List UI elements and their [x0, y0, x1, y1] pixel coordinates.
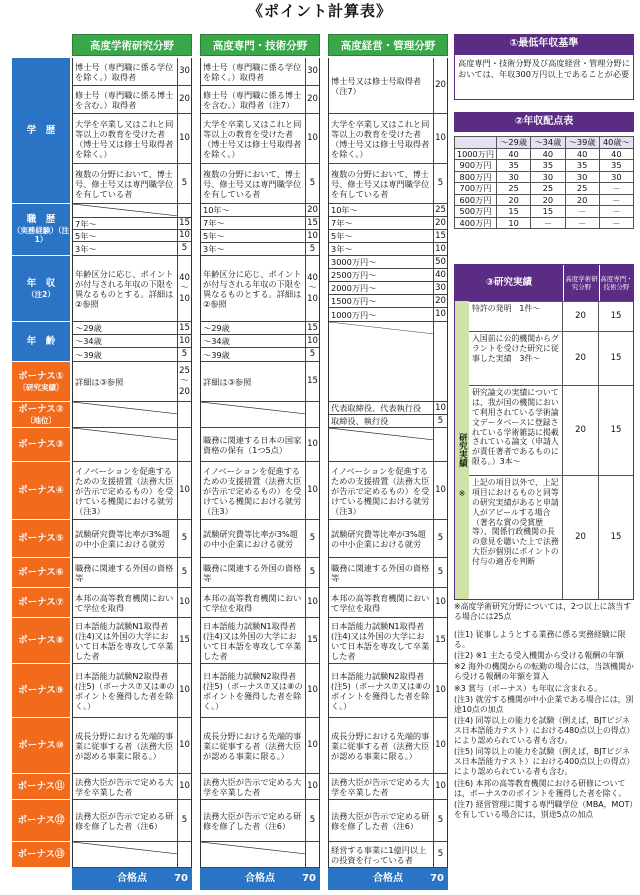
column-header-management: 高度経営・管理分野: [328, 34, 448, 56]
research-row-text: 研究論文の実績については、我が国の機関において利用されている学術論文データベースに登録されている学術雑誌に掲載されている論文（申請人が責任著者であるものに限る。）3本～: [469, 386, 563, 475]
income-table-cell: 30: [565, 171, 599, 183]
income-table-cell: 10: [497, 217, 531, 229]
income-table-row-label: 500万円: [455, 206, 497, 218]
column-academic: 博士号（専門職に係る学位を除く。）取得者 30 修士号（専門職に係る博士を含む。）取得者 20 大学を卒業し又はこれと同等以上の教育を受けた者（博士号又は修士号取得者を除く。） 10 複数の分野において、博士号、修士号又は専門職学位を有している者 5 7年～ 15 5年～ 10 3年～ 5 年齢区分に応じ、ポイントが付与される年収の下限を異なるものとする。詳細は②参照 40 ～ 10 ～29歳 15 ～34歳 10 ～39歳 5 詳細は③参照 25 ～ 20 イノベーションを促進するための支援措置（法務大臣が告示で定めるもの）を受けている機関における就労（注3） 10 試験研究費等比率が3%超の中小企業における就労 5 職務に関連する外国の資格等 5 本邦の高等教育機関において学位を取得 10 日本語能力試験N1取得者(注4)又は外国の大学において日本語を専攻して卒業した者 15 日本語能力試験N2取得者(注5)（ボーナス⑦又は⑧のポイントを獲得した者を除く。） 10 成長分野における先端的事業に従事する者（法務大臣が認める事業に限る。） 10 法務大臣が告示で定める大学を卒業した者 10 法務大臣が告示で定める研修を修了した者（注6） 5: [72, 58, 192, 868]
income-table-header: 40歳～: [599, 137, 633, 149]
panel-min-income-title: ①最低年収基準: [454, 34, 634, 54]
column-header-academic: 高度学術研究分野: [72, 34, 192, 56]
income-table-header: ～39歳: [565, 137, 599, 149]
pass-score-col2: 合格点 70: [200, 868, 320, 890]
income-table-cell: 40: [497, 148, 531, 160]
label-age: 年 齢: [12, 322, 70, 362]
label-bonus-10: ボーナス⑩: [12, 718, 70, 774]
note-item: (注5) 同等以上の能力を試験（例えば，BJTビジネス日本語能力テスト）における400点以上の得点）により認められている者も含む。: [454, 747, 635, 777]
label-income: 年 収 （注2）: [12, 256, 70, 322]
income-table-row-label: 400万円: [455, 217, 497, 229]
note-item: (注2) ※1 主たる受入機関から受ける報酬の年額: [454, 651, 624, 661]
income-table-cell: －: [599, 217, 633, 229]
label-career: 職 歴 （実務経験）（注1）: [12, 204, 70, 256]
panel-income-table-title: ②年収配点表: [454, 112, 634, 132]
income-table-cell: 20: [531, 194, 565, 206]
label-bonus-6: ボーナス⑥: [12, 558, 70, 588]
research-header-professional: 高度専門・技術分野: [599, 265, 633, 301]
income-table-row-label: 600万円: [455, 194, 497, 206]
research-row-text: 特許の発明 1件～: [469, 302, 563, 331]
label-bonus-2: ボーナス② 〔地位〕: [12, 402, 70, 428]
income-table-cell: 30: [531, 171, 565, 183]
label-bonus-5: ボーナス⑤: [12, 520, 70, 558]
research-row-points-academic: 20: [563, 386, 599, 475]
research-row: [469, 475, 633, 599]
income-table-header: ～29歳: [497, 137, 531, 149]
income-table-header: ～34歳: [531, 137, 565, 149]
income-table-cell: 30: [497, 171, 531, 183]
note-item: (注7) 経営管理に関する専門職学位（MBA，MOT）を有している場合には，別途5点の加点: [454, 799, 634, 819]
income-table-cell: －: [599, 206, 633, 218]
income-table-cell: 25: [497, 183, 531, 195]
research-row-points-academic: 20: [563, 302, 599, 331]
income-points-table: [454, 136, 634, 229]
income-table-row-label: 700万円: [455, 183, 497, 195]
label-bonus-3: ボーナス③: [12, 428, 70, 462]
income-table-cell: 25: [565, 183, 599, 195]
notes-section: [454, 630, 636, 821]
income-table-cell: －: [531, 217, 565, 229]
label-bonus-8: ボーナス⑧: [12, 618, 70, 664]
income-table-cell: 35: [531, 160, 565, 172]
income-table-cell: 20: [497, 194, 531, 206]
research-row: [469, 385, 633, 475]
pass-score-col3: 合格点 70: [328, 868, 448, 890]
income-table-cell: 40: [599, 148, 633, 160]
research-row-points-professional: 15: [610, 311, 622, 322]
income-table-row-label: 800万円: [455, 171, 497, 183]
income-table-cell: 15: [531, 206, 565, 218]
note-item: (注6) 本邦の高等教育機関における研修については，ボーナス⑦のポイントを獲得した者を除く。: [454, 778, 627, 798]
label-bonus-12: ボーナス⑫: [12, 800, 70, 842]
pass-score-col1: 合格点 70: [72, 868, 192, 890]
income-table-cell: －: [599, 194, 633, 206]
research-row: [469, 301, 633, 331]
income-table-header: [455, 137, 497, 149]
income-table-cell: 35: [599, 160, 633, 172]
income-table-cell: 25: [531, 183, 565, 195]
note-item: (注4) 同等以上の能力を試験（例えば，BJTビジネス日本語能力テスト）における480点以上の得点）により認められている者も含む。: [454, 715, 635, 746]
label-bonus-13: ボーナス⑬: [12, 842, 70, 868]
research-row-points-academic: 20: [563, 332, 599, 385]
note-item: (注3) 就労する機関が中小企業である場合には，別途10点の加点: [454, 694, 634, 714]
note-item: (注1) 従事しようとする業務に係る実務経験に限る。: [454, 630, 626, 650]
label-bonus-1: ボーナス① 〔研究実績〕: [12, 362, 70, 402]
income-table-row-label: 900万円: [455, 160, 497, 172]
research-side-label: 研究実績: [455, 301, 469, 599]
income-table-cell: 15: [497, 206, 531, 218]
page-title: 《ポイント計算表》: [247, 2, 392, 20]
income-table-cell: 35: [565, 160, 599, 172]
label-academic: 学 歴: [12, 58, 70, 204]
label-bonus-9: ボーナス⑨: [12, 664, 70, 718]
research-row-points-professional: 15: [610, 425, 622, 436]
label-bonus-7: ボーナス⑦: [12, 588, 70, 618]
income-table-row-label: 1000万円: [455, 148, 497, 160]
column-management: 博士号又は修士号取得者（注7） 20 大学を卒業し又はこれと同等以上の教育を受けた者（博士号又は修士号取得者を除く。） 10 複数の分野において、博士号、修士号又は専門職学位を有している者 5 10年～ 25 7年～ 20 5年～ 15 3年～ 10 3000万円～ 50 2500万円～ 40 2000万円～ 30 1500万円～ 20 1000万円～ 10 代表取締役、代表執行役 10 取締役、執行役 5 イノベーションを促進するための支援措置（法務大臣が告示で定めるもの）を受けている機関における就労（注3） 10 試験研究費等比率が3%超の中小企業における就労 5 職務に関連する外国の資格等 5 本邦の高等教育機関において学位を取得 10 日本語能力試験N1取得者(注4)又は外国の大学において日本語を専攻して卒業した者 15 日本語能力試験N2取得者(注5)（ボーナス⑦又は⑧のポイントを獲得した者を除く。） 10 成長分野における先端的事業に従事する者（法務大臣が認める事業に限る。） 10 法務大臣が告示で定める大学を卒業した者 10 法務大臣が告示で定める研修を修了した者（注6） 5 経営する事業に1億円以上の投資を行っている者 5: [328, 58, 448, 868]
income-table-cell: 40: [531, 148, 565, 160]
panel-min-income-text: 高度専門・技術分野及び高度経営・管理分野においては、年収300万円以上であることが必要: [454, 54, 634, 100]
income-table-cell: 20: [565, 194, 599, 206]
income-table-cell: －: [565, 206, 599, 218]
note-item: ※2 海外の機関からの転勤の場合には，当該機関から受ける報酬の年額を算入: [454, 662, 634, 682]
income-table-cell: 30: [599, 171, 633, 183]
research-row-points-professional: 15: [610, 353, 622, 364]
research-row-text: 上記の項目以外で、上記項目におけるものと同等の研究実績があると申請人がアピールする場合（著名な賞の受賞歴等）、関係行政機関の長の意見を聴いた上で法務大臣が個別にポイントの付与の適否を判断: [469, 476, 563, 599]
research-panel-title: ③研究実績: [455, 265, 563, 301]
research-row-points-professional: 15: [610, 532, 622, 543]
research-row-points-academic: 20: [563, 476, 599, 599]
label-bonus-4: ボーナス④: [12, 462, 70, 520]
note-item: ※3 賞与（ボーナス）も年収に含まれる。: [454, 683, 602, 693]
label-bonus-11: ボーナス⑪: [12, 774, 70, 800]
column-professional: 博士号（専門職に係る学位を除く。）取得者 30 修士号（専門職に係る博士を含む。）取得者（注7） 20 大学を卒業し又はこれと同等以上の教育を受けた者（博士号又は修士号取得者を除く。） 10 複数の分野において、博士号、修士号又は専門職学位を有している者 5 10年～ 20 7年～ 15 5年～ 10 3年～ 5 年齢区分に応じ、ポイントが付与される年収の下限を異なるものとする。詳細は②参照 40 ～ 10 ～29歳 15 ～34歳 10 ～39歳 5 詳細は③参照 15 職務に関連する日本の国家資格の保有（1つ5点） 10 イノベーションを促進するための支援措置（法務大臣が告示で定めるもの）を受けている機関における就労（注3） 10 試験研究費等比率が3%超の中小企業における就労 5 職務に関連する外国の資格等 5 本邦の高等教育機関において学位を取得 10 日本語能力試験N1取得者(注4)又は外国の大学において日本語を専攻して卒業した者 15 日本語能力試験N2取得者(注5)（ボーナス⑦又は⑧のポイントを獲得した者を除く。） 10 成長分野における先端的事業に従事する者（法務大臣が認める事業に限る。） 10 法務大臣が告示で定める大学を卒業した者 10 法務大臣が告示で定める研修を修了した者（注6） 5: [200, 58, 320, 868]
income-table-cell: －: [565, 217, 599, 229]
research-footnote: ※高度学術研究分野については，2つ以上に該当する場合には25点: [454, 602, 632, 622]
research-row: [469, 331, 633, 385]
income-table-cell: 40: [565, 148, 599, 160]
research-mark: ※: [458, 489, 466, 498]
income-table-cell: －: [599, 183, 633, 195]
research-row-text: 入国前に公的機関からグラントを受けた研究に従事した実績 3件～: [469, 332, 563, 385]
research-panel: [454, 264, 634, 600]
income-table-cell: 35: [497, 160, 531, 172]
column-header-professional: 高度専門・技術分野: [200, 34, 320, 56]
research-header-academic: 高度学術研究分野: [563, 265, 599, 301]
